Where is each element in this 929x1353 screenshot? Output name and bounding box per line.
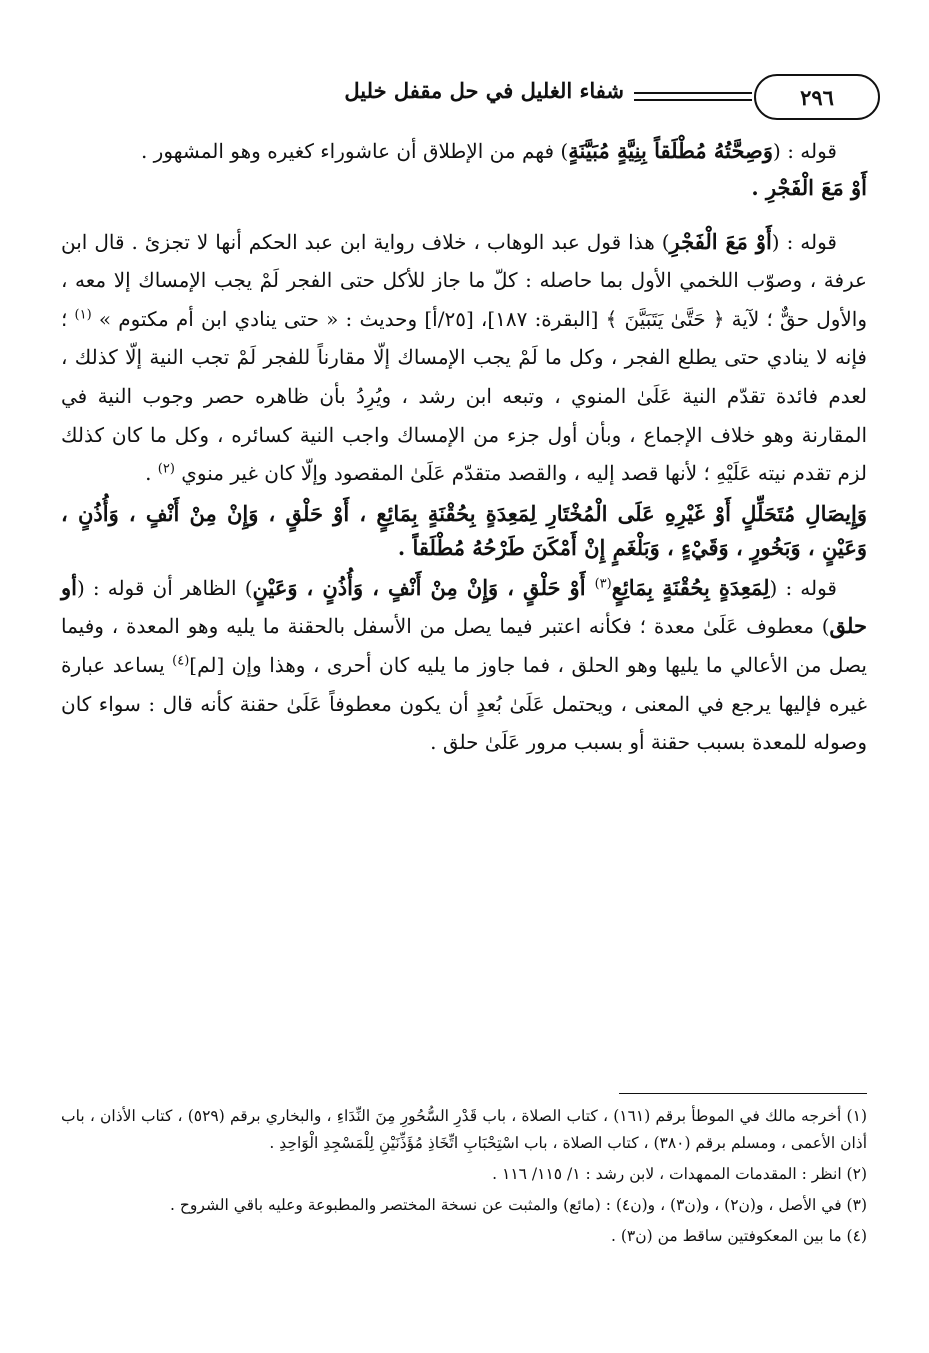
page-header — [120, 68, 880, 124]
p2-end: . — [145, 461, 158, 486]
p1-matn: وَصِحَّتُهُ مُطْلَقاً بِنِيَّةٍ مُبَيَّنَةٍ — [568, 138, 774, 163]
matn-heading-3: وَإِيصَالِ مُتَحَلِّلٍ أَوْ غَيْرِهِ عَلَى الْمُخْتَارِ لِمَعِدَةٍ بِحُقْنَةٍ بِمَائِعٍ ، أَوْ حَلْقٍ ، وَإِنْ مِنْ أَنْفٍ ، وَأُذُنٍ ، وَعَيْنٍ ، وَبَخُورٍ ، وَقَيْءٍ ، وَبَلْغَمٍ إِنْ أَمْكَنَ طَرْحُهُ مُطْلَقاً . — [61, 500, 867, 560]
body-text — [61, 132, 867, 762]
spacer — [61, 205, 867, 223]
footnote-ref-3: (٣) — [594, 576, 612, 592]
p2-matn: أَوْ مَعَ الْفَجْرِ — [669, 228, 772, 254]
p3-matn-a: لِمَعِدَةٍ بِحُقْنَةٍ بِمَائِعٍ — [611, 574, 770, 600]
footnote-ref-2: (٢) — [157, 461, 175, 477]
footnotes — [61, 1103, 867, 1254]
footnote-separator — [619, 1093, 867, 1094]
p3-mid: ) الظاهر أن قوله : ( — [76, 575, 253, 600]
p1-rest: ) فهم من الإطلاق أن عاشوراء كغيره وهو المشهور . — [140, 139, 569, 163]
page-number: ٢٩٦ — [754, 74, 880, 120]
paragraph-2 — [61, 223, 867, 493]
footnote-4: (٤) ما بين المعكوفتين ساقط من (ن٣) . — [610, 1227, 867, 1245]
p2-lead: قوله : ( — [771, 229, 837, 254]
p3-matn-c: أو حلق — [61, 574, 867, 639]
p2-rest: ) هذا قول عبد الوهاب ، خلاف رواية ابن عبد الحكم أنها لا تجزئ . قال ابن عرفة ، وصوّب اللخمي الأول بما حاصله : كلّ ما جاز للأكل حتى الفجر لَمْ يجب الإمساك إلا معه ، والأول حقٌّ ؛ لآية ﴿ حَتَّىٰ يَتَبَيَّنَ ﴾ [البقرة: ١٨٧]، [٢٥/أ] وحديث : « حتى ينادي ابن أم مكتوم » — [61, 229, 868, 331]
matn-heading-2: أَوْ مَعَ الْفَجْرِ . — [751, 174, 867, 200]
header-rule — [634, 92, 752, 101]
paragraph-3 — [61, 569, 867, 762]
footnote-ref-4: (٤) — [172, 653, 190, 669]
footnote-2: (٢) انظر : المقدمات الممهدات ، لابن رشد : ١/ ١١٥/ ١١٦ . — [492, 1165, 867, 1183]
p2-rest2: ؛ فإنه لا ينادي حتى يطلع الفجر ، وكل ما لَمْ يجب الإمساك إلّا مقارناً للفجر لَمْ تجب النية إلّا كذلك ، لعدم فائدة تقدّم النية عَلَىٰ المنوي ، وتبعه ابن رشد ، ويُرِدُ بأن ظاهره حصر وجوب النية في المقارنة وهو خلاف الإجماع ، وبأن أول جزء من الإمساك واجب النية كسائره ، وكل ما كان كذلك لزم تقدم نيته عَلَيْهِ ؛ لأنها قصد إليه ، والقصد متقدّم عَلَىٰ المقصود وإلّا كان غير منوي — [61, 306, 867, 486]
p3-lead: قوله : ( — [769, 575, 837, 600]
paragraph-1 — [61, 132, 867, 171]
p1-lead: قوله : ( — [773, 139, 837, 163]
p3-rest: ) معطوف عَلَىٰ معدة ؛ فكأنه اعتبر فيما يصل من الأسفل بالحقنة ما يليه وهو المعدة ، وفيما يصل من الأعالي ما يليها وهو الحلق ، فما جاوز ما يليه كان أحرى ، وهذا وإن [لم] — [61, 614, 867, 677]
p3-matn-b: أَوْ حَلْقٍ ، وَإِنْ مِنْ أَنْفٍ ، وَأُذُنٍ ، وَعَيْنٍ — [252, 574, 595, 600]
footnote-3: (٣) في الأصل ، و(ن٢) ، و(ن٣) ، و(ن٤) : (مائع) والمثبت عن نسخة المختصر والمطبوعة وعليه باقي الشروح . — [170, 1196, 867, 1214]
p3-rest2: يساعد عبارة غيره فإليها يرجع في المعنى ، ويحتمل عَلَىٰ بُعدٍ أن يكون معطوفاً عَلَىٰ حقنة كأنه قال : سواء كان وصوله للمعدة بسبب حقنة أو بسبب مرور عَلَىٰ حلق . — [61, 652, 867, 755]
footnote-ref-1: (١) — [74, 307, 92, 323]
footnote-1: (١) أخرجه مالك في الموطأ برقم (١٦١) ، كتاب الصلاة ، باب قَدْرِ السُّحُورِ مِنَ النِّدَاءِ ، والبخاري برقم (٥٢٩) ، كتاب الأذان ، باب أذان الأعمى ، ومسلم برقم (٣٨٠) ، كتاب الصلاة ، باب اسْتِحْبَابِ اتِّخَاذِ مُؤَذِّنَيْنِ لِلْمَسْجِدِ الْوَاحِدِ . — [61, 1107, 867, 1152]
running-title: شفاء الغليل في حل مقفل خليل — [344, 78, 624, 103]
